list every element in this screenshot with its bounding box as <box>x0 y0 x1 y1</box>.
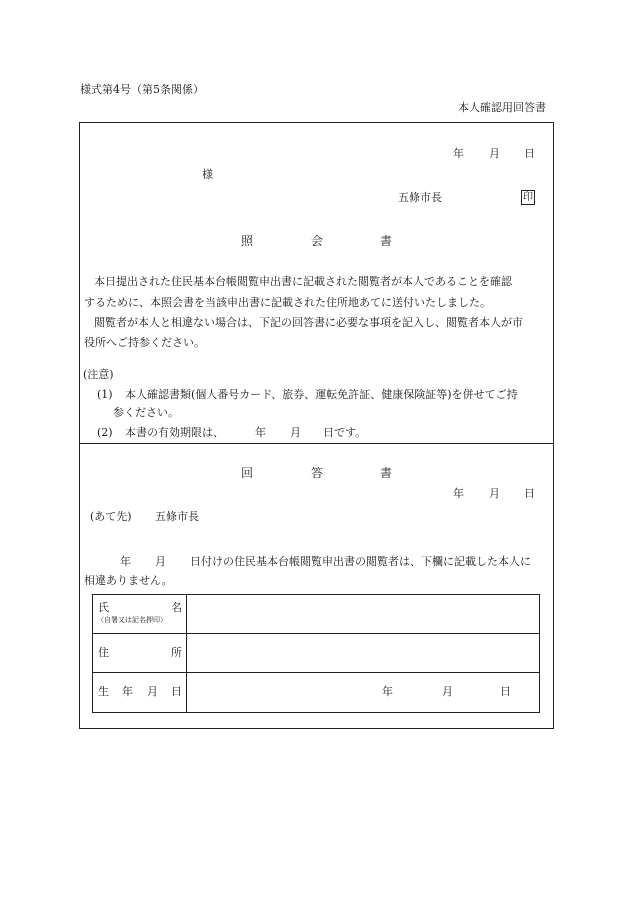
table-row-divider-2 <box>92 672 539 673</box>
birth-month: 月 <box>442 685 453 698</box>
address-label-1: 住 <box>98 646 109 659</box>
name-label-1: 氏 <box>98 601 109 614</box>
birth-year: 年 <box>382 685 393 698</box>
note-1-line-2: 参ください。 <box>113 406 179 419</box>
inquiry-date-year: 年 <box>453 147 464 160</box>
note-1-number: (1) <box>97 388 113 401</box>
form-number: 様式第4号（第5条関係） <box>80 83 204 96</box>
section-divider <box>79 443 553 444</box>
note-heading: (注意) <box>83 368 114 381</box>
reply-date-year: 年 <box>453 487 464 500</box>
reply-title-char-2: 答 <box>311 466 324 480</box>
statement-line-2: 相違ありません。 <box>84 574 173 587</box>
note-2-suffix: 日です。 <box>323 426 367 439</box>
statement-year: 年 <box>120 555 131 568</box>
note-2-number: (2) <box>97 426 113 439</box>
addressee-suffix: 様 <box>202 168 213 181</box>
birth-day: 日 <box>500 685 511 698</box>
inquiry-date-day: 日 <box>524 147 535 160</box>
inquiry-title-char-1: 照 <box>241 234 254 248</box>
inquiry-date-month: 月 <box>489 147 500 160</box>
inquiry-body-line-4: 役所へご持参ください。 <box>84 336 205 349</box>
birth-date-field[interactable] <box>188 674 536 710</box>
form-title: 本人確認用回答書 <box>458 101 546 114</box>
reply-date-day: 日 <box>524 487 535 500</box>
table-column-divider <box>186 594 187 712</box>
birth-label-2: 年 <box>122 685 133 698</box>
inquiry-body-line-2: するために、本照会書を当該申出書に記載された住所地あてに送付いたしました。 <box>84 296 491 309</box>
address-field[interactable] <box>188 635 536 671</box>
note-2-month: 月 <box>290 426 301 439</box>
inquiry-body-line-3: 閲覧者が本人と相違ない場合は、下記の回答書に必要な事項を記入し、閲覧者本人が市 <box>94 316 523 329</box>
reply-title-char-3: 書 <box>380 466 393 480</box>
birth-label-3: 月 <box>147 685 158 698</box>
note-2-prefix: 本書の有効期限は、 <box>125 426 224 439</box>
birth-label-1: 生 <box>98 685 109 698</box>
table-row-divider-1 <box>92 633 539 634</box>
reply-title-char-1: 回 <box>241 466 254 480</box>
name-label-2: 名 <box>171 601 182 614</box>
name-note: （自署又は記名押印） <box>97 616 167 624</box>
birth-label-4: 日 <box>171 685 182 698</box>
statement-line-1: 日付けの住民基本台帳閲覧申出書の閲覧者は、下欄に記載した本人に <box>190 555 531 568</box>
note-2-year: 年 <box>255 426 266 439</box>
seal-mark: 印 <box>523 192 533 203</box>
note-1-line-1: 本人確認書類(個人番号カード、旅券、運転免許証、健康保険証等)を併せてご持 <box>125 388 518 401</box>
addressee-name: 五條市長 <box>155 510 199 523</box>
sender-name: 五條市長 <box>398 191 442 204</box>
inquiry-title-char-2: 会 <box>311 234 324 248</box>
inquiry-title-char-3: 書 <box>380 234 393 248</box>
address-label-2: 所 <box>171 646 182 659</box>
name-field[interactable] <box>188 596 536 632</box>
reply-date-month: 月 <box>489 487 500 500</box>
statement-month: 月 <box>155 555 166 568</box>
inquiry-body-line-1: 本日提出された住民基本台帳閲覧申出書に記載された閲覧者が本人であることを確認 <box>94 275 512 288</box>
addressee-label: (あて先) <box>90 510 132 523</box>
